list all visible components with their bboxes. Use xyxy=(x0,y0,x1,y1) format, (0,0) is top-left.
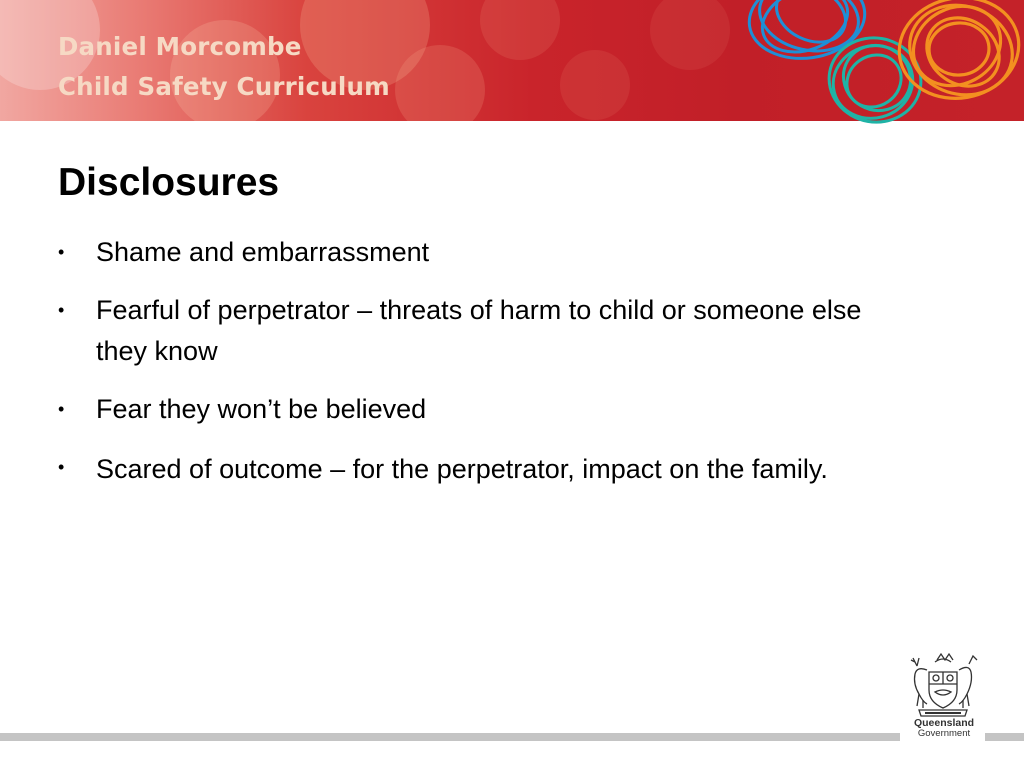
logo-line-government: Government xyxy=(917,728,971,740)
footer-bar xyxy=(0,733,1024,741)
queensland-government-logo-text xyxy=(912,718,976,739)
bullet-dot-icon: • xyxy=(58,242,65,262)
bullet-item xyxy=(58,290,898,372)
bullet-text: Fear they won’t be believed xyxy=(96,394,427,424)
brand-title-line2: Child Safety Curriculum xyxy=(58,72,390,101)
bokeh-light xyxy=(650,0,730,70)
bullet-item xyxy=(58,447,898,492)
decorative-scribble-circles xyxy=(735,0,1024,128)
bullet-text: Shame and embarrassment xyxy=(96,237,430,267)
bullet-item xyxy=(58,232,898,273)
bullet-text: Fearful of perpetrator – threats of harm to child or someone else they know xyxy=(96,295,862,366)
bullet-dot-icon: • xyxy=(58,457,65,477)
bullet-dot-icon: • xyxy=(58,300,65,320)
brand-title-line1: Daniel Morcombe xyxy=(58,32,302,61)
queensland-coat-of-arms-icon xyxy=(905,650,981,720)
bokeh-light xyxy=(395,45,485,121)
logo-line-queensland: Queensland xyxy=(913,717,975,729)
slide-title: Disclosures xyxy=(58,161,280,204)
bokeh-light xyxy=(560,50,630,120)
bullet-list xyxy=(58,232,898,509)
bullet-text: Scared of outcome – for the perpetrator, impact on the family. xyxy=(96,454,828,484)
bullet-dot-icon: • xyxy=(58,399,65,419)
bokeh-light xyxy=(480,0,560,60)
bullet-item xyxy=(58,389,898,430)
